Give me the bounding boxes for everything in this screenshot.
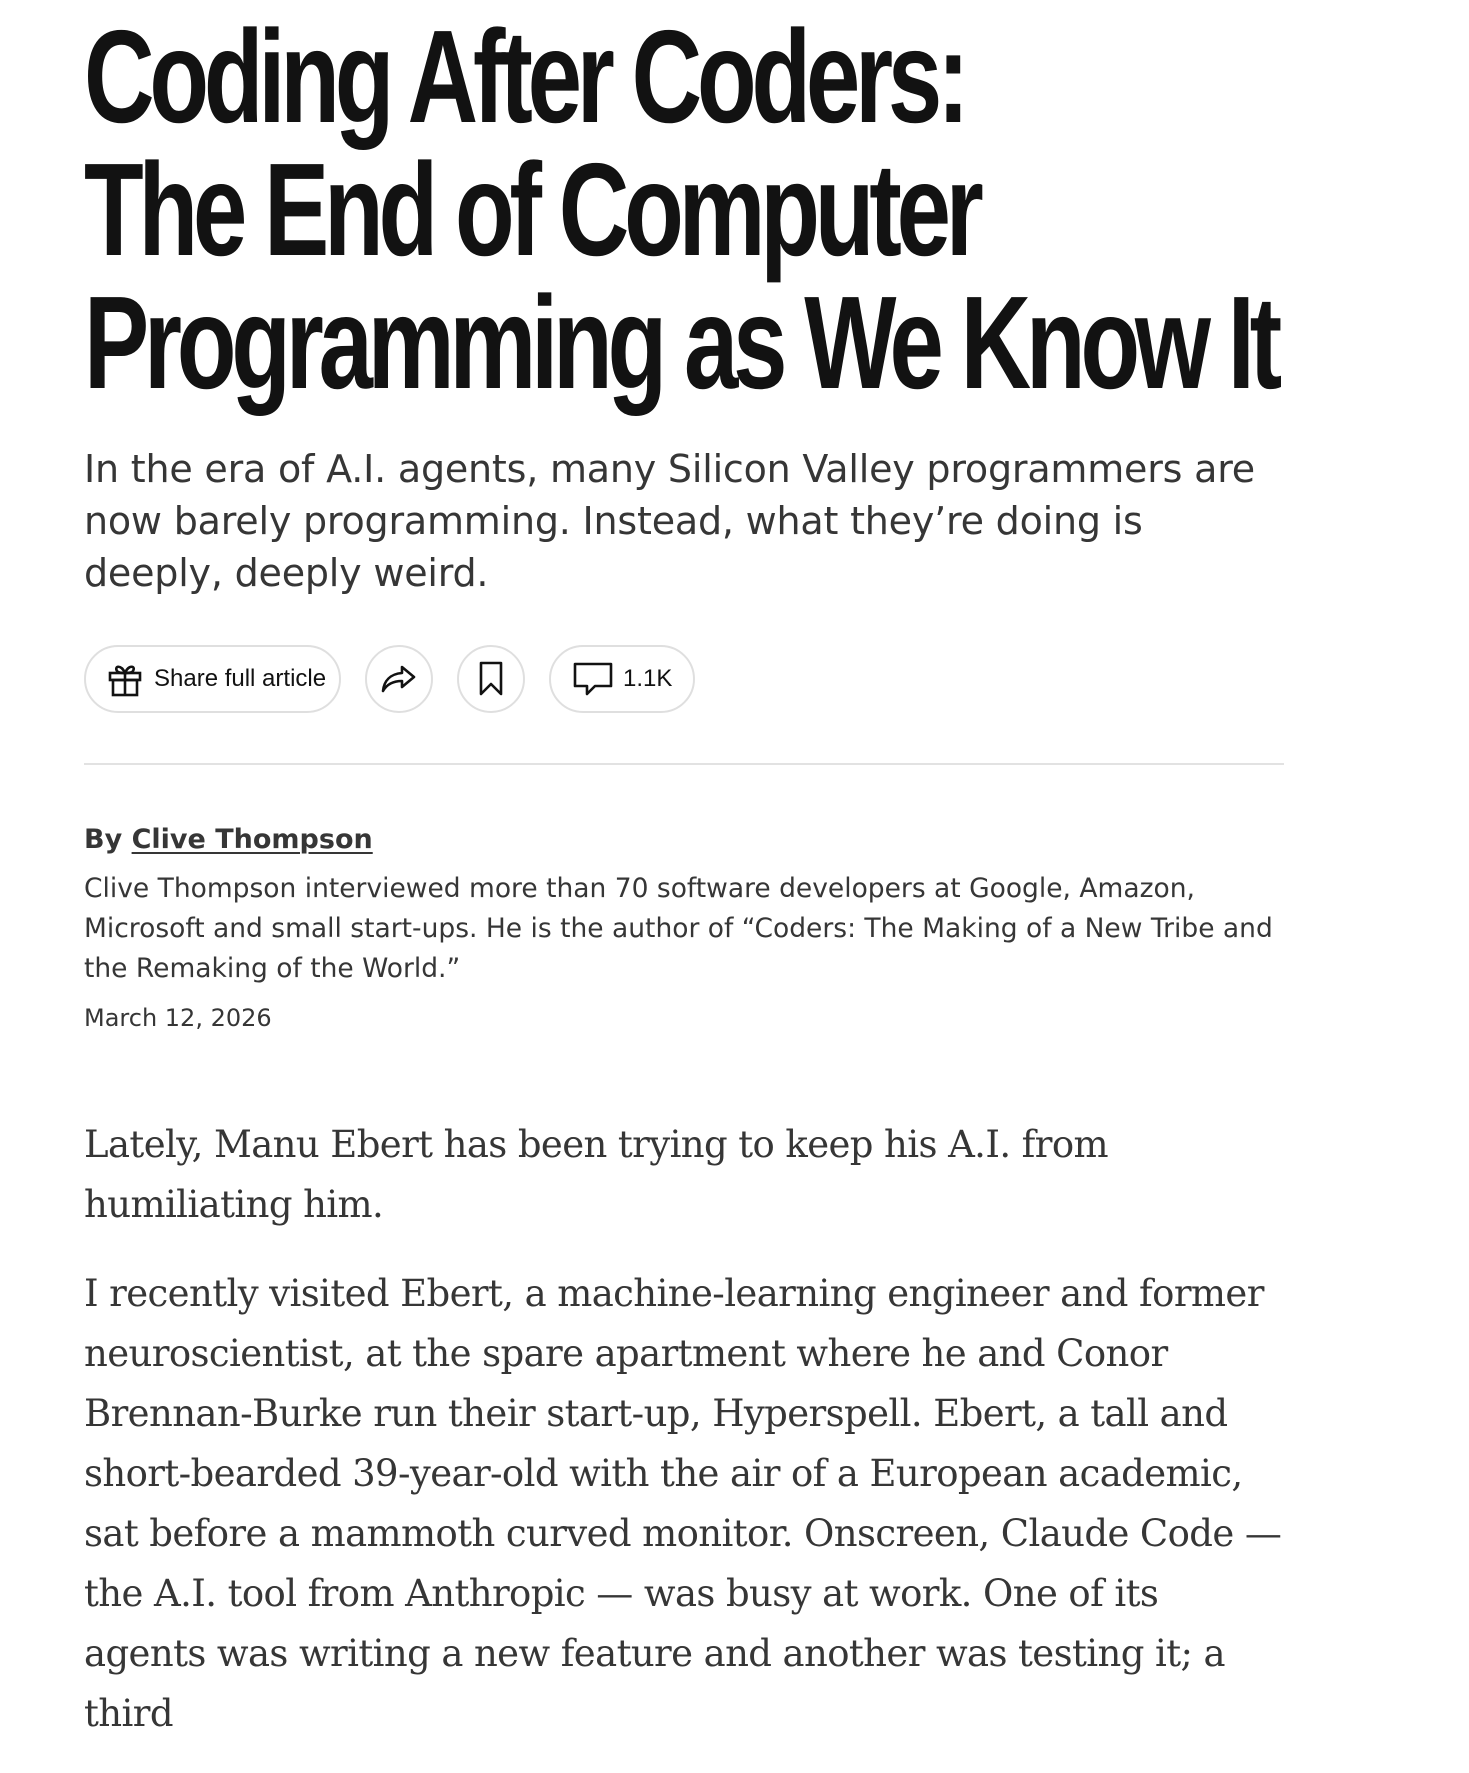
body-paragraph: I recently visited Ebert, a machine-learning engineer and former neuroscientist, at the spare apartment where he and Conor Brennan-Burke run their start-up, Hyperspell. Ebert, a tall and short-bearded 39-year-old with the air of a European academic, sat before a mammoth curved monitor. Onscreen, Claude Code — the A.I. tool from Anthropic — was busy at work. One of its agents was writing a new feature and another was testing it; a third xyxy=(84,1272,1282,1735)
bookmark-icon xyxy=(478,661,504,697)
author-bio: Clive Thompson interviewed more than 70 software developers at Google, Amazon, Microsoft and small start-ups. He is the author of “Coders: The Making of a New Tribe and the Remaking of the World.” xyxy=(84,873,1273,984)
byline xyxy=(84,823,1284,857)
gift-icon xyxy=(106,660,144,698)
comments-button[interactable] xyxy=(549,645,695,713)
author-link[interactable]: Clive Thompson xyxy=(131,824,373,855)
headline-line-1: Coding After Coders: xyxy=(84,3,965,150)
save-button[interactable] xyxy=(457,645,525,713)
comment-bubble-icon xyxy=(573,661,613,697)
headline-line-3: Programming as We Know It xyxy=(84,269,1277,416)
publish-date: March 12, 2026 xyxy=(84,1004,272,1032)
article-header xyxy=(84,3,1284,1773)
headline-line-2: The End of Computer xyxy=(84,136,979,283)
comments-count: 1.1K xyxy=(623,665,673,692)
byline-prefix: By xyxy=(84,824,123,855)
share-full-article-label: Share full article xyxy=(154,665,327,692)
article-toolbar xyxy=(84,645,1284,713)
headline xyxy=(84,3,1283,416)
article-summary: In the era of A.I. agents, many Silicon Valley programmers are now barely programming. Instead, what they’re doing is deeply, deeply weird. xyxy=(84,447,1255,595)
article-body xyxy=(84,1115,1284,1744)
share-button[interactable] xyxy=(365,645,433,713)
share-arrow-icon xyxy=(380,663,418,695)
share-full-article-button[interactable] xyxy=(84,645,341,713)
body-paragraph: Lately, Manu Ebert has been trying to keep his A.I. from humiliating him. xyxy=(84,1123,1109,1226)
header-divider xyxy=(84,763,1284,765)
